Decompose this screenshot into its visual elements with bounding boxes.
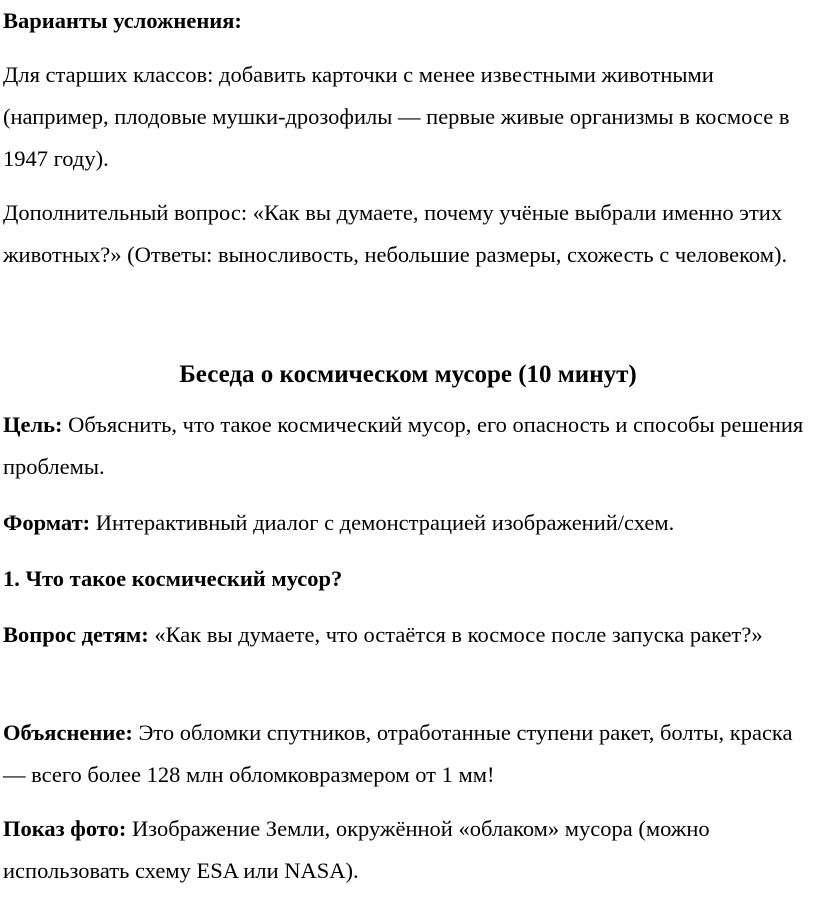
- format-paragraph: [3, 502, 809, 544]
- explanation-paragraph: [3, 712, 809, 796]
- explanation-label: Объяснение:: [3, 720, 133, 745]
- photo-paragraph: [3, 808, 809, 892]
- explanation-text: Это обломки спутников, отработанные ступени ракет, болты, краска — всего более 128 млн обломковразмером от 1 мм!: [3, 720, 793, 787]
- photo-label: Показ фото:: [3, 816, 127, 841]
- goal-text: Объяснить, что такое космический мусор, его опасность и способы решения проблемы.: [3, 412, 804, 479]
- format-text: Интерактивный диалог с демонстрацией изображений/схем.: [90, 510, 675, 535]
- variants-paragraph-1: Для старших классов: добавить карточки с менее известными животными (например, плодовые мушки-дрозофилы — первые живые организмы в космосе в 1947 году).: [3, 62, 790, 171]
- section-heading: Беседа о космическом мусоре (10 минут): [179, 361, 637, 388]
- question-text: «Как вы думаете, что остаётся в космосе после запуска ракет?»: [148, 622, 763, 647]
- variants-title: Варианты усложнения:: [3, 8, 242, 33]
- photo-text: Изображение Земли, окружённой «облаком» мусора (можно использовать схему ESA или NASA).: [3, 816, 710, 883]
- question-paragraph: [3, 614, 809, 656]
- goal-label: Цель:: [3, 412, 63, 437]
- variants-paragraph-2: Дополнительный вопрос: «Как вы думаете, почему учёные выбрали именно этих животных?» (Ответы: выносливость, небольшие размеры, схожесть с человеком).: [3, 200, 788, 267]
- goal-paragraph: [3, 404, 809, 488]
- question-1-heading: 1. Что такое космический мусор?: [3, 566, 343, 591]
- question-label: Вопрос детям:: [3, 622, 149, 647]
- format-label: Формат:: [3, 510, 91, 535]
